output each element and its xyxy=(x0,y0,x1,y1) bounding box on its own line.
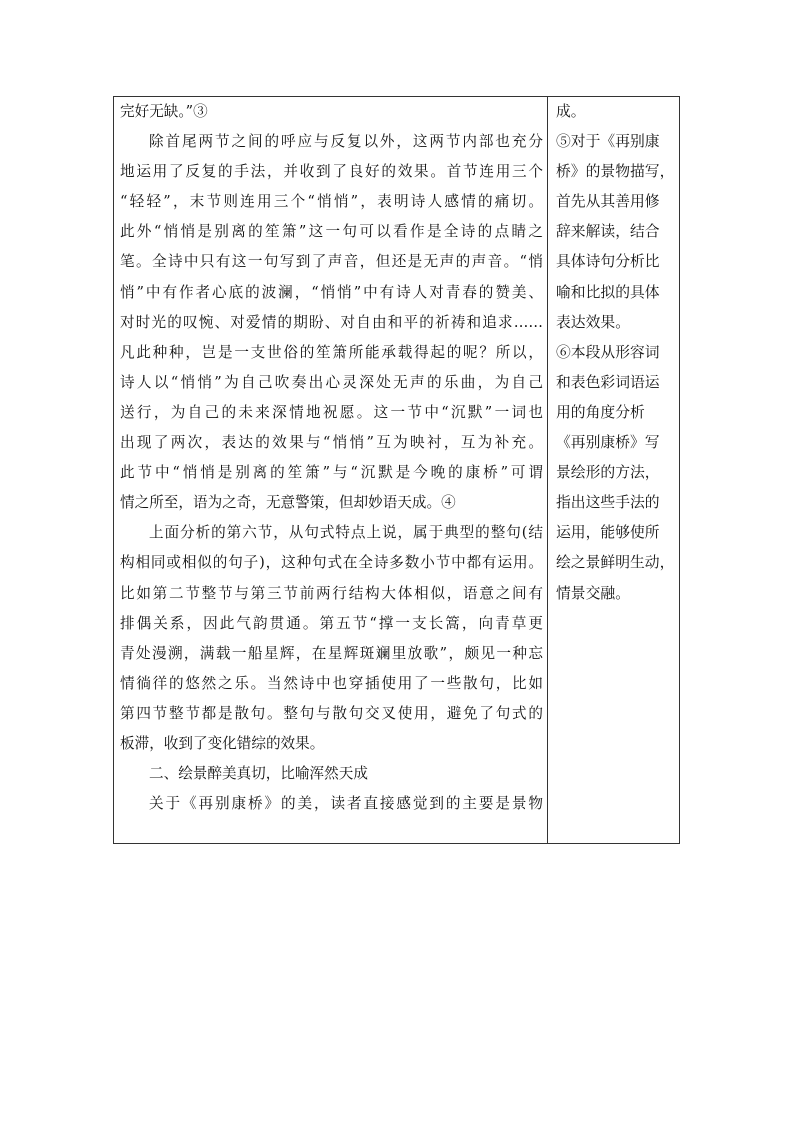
essay-line: 地运用了反复的手法，并收到了良好的效果。首节连用三个 xyxy=(120,163,543,181)
annotation-line: ⑥本段从形容词 xyxy=(556,343,660,361)
annotation-line: 表达效果。 xyxy=(556,313,630,331)
annotation-column xyxy=(548,97,679,843)
annotation-line: 桥》的景物描写， xyxy=(556,163,675,181)
essay-line: 此外“悄悄是别离的笙箫”这一句可以看作是全诗的点睛之 xyxy=(120,223,543,241)
annotation-line: 和表色彩词语运 xyxy=(556,373,660,391)
essay-line: 板滞，收到了变化错综的效果。 xyxy=(120,734,325,752)
essay-line: 对时光的叹惋、对爱情的期盼、对自由和平的祈祷和追求…… xyxy=(120,313,543,331)
essay-line: 笔。全诗中只有这一句写到了声音，但还是无声的声音。“悄 xyxy=(120,253,543,271)
essay-line: 二、绘景醉美真切，比喻浑然天成 xyxy=(149,765,368,783)
essay-line: 送行，为自己的未来深情地祝愿。这一节中“沉默”一词也 xyxy=(120,403,543,421)
annotation-line: ⑤对于《再别康 xyxy=(556,133,660,151)
annotated-text-table xyxy=(113,96,680,844)
essay-line: 出现了两次，表达的效果与“悄悄”互为映衬，互为补充。 xyxy=(120,434,543,452)
essay-line: 凡此种种，岂是一支世俗的笙箫所能承载得起的呢？所以， xyxy=(120,343,543,361)
annotation-line: 首先从其善用修 xyxy=(556,193,660,211)
annotation-line: 具体诗句分析比 xyxy=(556,253,660,271)
essay-line: 悄”中有作者心底的波澜，“悄悄”中有诗人对青春的赞美、 xyxy=(120,283,543,301)
annotation-line: 喻和比拟的具体 xyxy=(556,283,660,301)
annotation-line: 用的角度分析 xyxy=(556,403,645,421)
essay-line: 关于《再别康桥》的美，读者直接感觉到的主要是景物 xyxy=(149,795,543,813)
essay-line: 青处漫溯，满载一船星辉，在星辉斑斓里放歌”，颇见一种忘 xyxy=(120,644,543,662)
annotation-line: 成。 xyxy=(556,103,586,120)
essay-line: “轻轻”，末节则连用三个“悄悄”，表明诗人感情的痛切。 xyxy=(120,193,543,211)
essay-line: 构相同或相似的句子)，这种句式在全诗多数小节中都有运用。 xyxy=(120,554,543,572)
essay-line: 除首尾两节之间的呼应与反复以外，这两节内部也充分 xyxy=(149,133,543,151)
essay-line: 排偶关系，因此气韵贯通。第五节“撑一支长篙，向青草更 xyxy=(120,614,543,632)
essay-line: 此节中“悄悄是别离的笙箫”与“沉默是今晚的康桥”可谓 xyxy=(120,464,543,482)
annotation-line: 运用，能够使所 xyxy=(556,524,660,542)
essay-line: 比如第二节整节与第三节前两行结构大体相似，语意之间有 xyxy=(120,584,543,602)
annotation-line: 指出这些手法的 xyxy=(556,494,660,512)
annotation-line: 辞来解读，结合 xyxy=(556,223,660,241)
essay-line: 上面分析的第六节，从句式特点上说，属于典型的整句(结 xyxy=(149,524,543,542)
annotation-line: 情景交融。 xyxy=(556,584,630,602)
annotation-line: 绘之景鲜明生动， xyxy=(556,554,675,572)
essay-line: 完好无缺。”③ xyxy=(120,103,208,120)
essay-text-column xyxy=(114,97,548,843)
essay-line: 情之所至，语为之奇，无意警策，但却妙语天成。④ xyxy=(120,494,456,512)
annotation-line: 《再别康桥》写 xyxy=(556,434,660,452)
essay-line: 诗人以“悄悄”为自己吹奏出心灵深处无声的乐曲，为自己 xyxy=(120,373,543,391)
essay-line: 情徜徉的悠然之乐。当然诗中也穿插使用了一些散句，比如 xyxy=(120,674,543,692)
annotation-line: 景绘形的方法， xyxy=(556,464,660,482)
essay-line: 第四节整节都是散句。整句与散句交叉使用，避免了句式的 xyxy=(120,704,543,722)
